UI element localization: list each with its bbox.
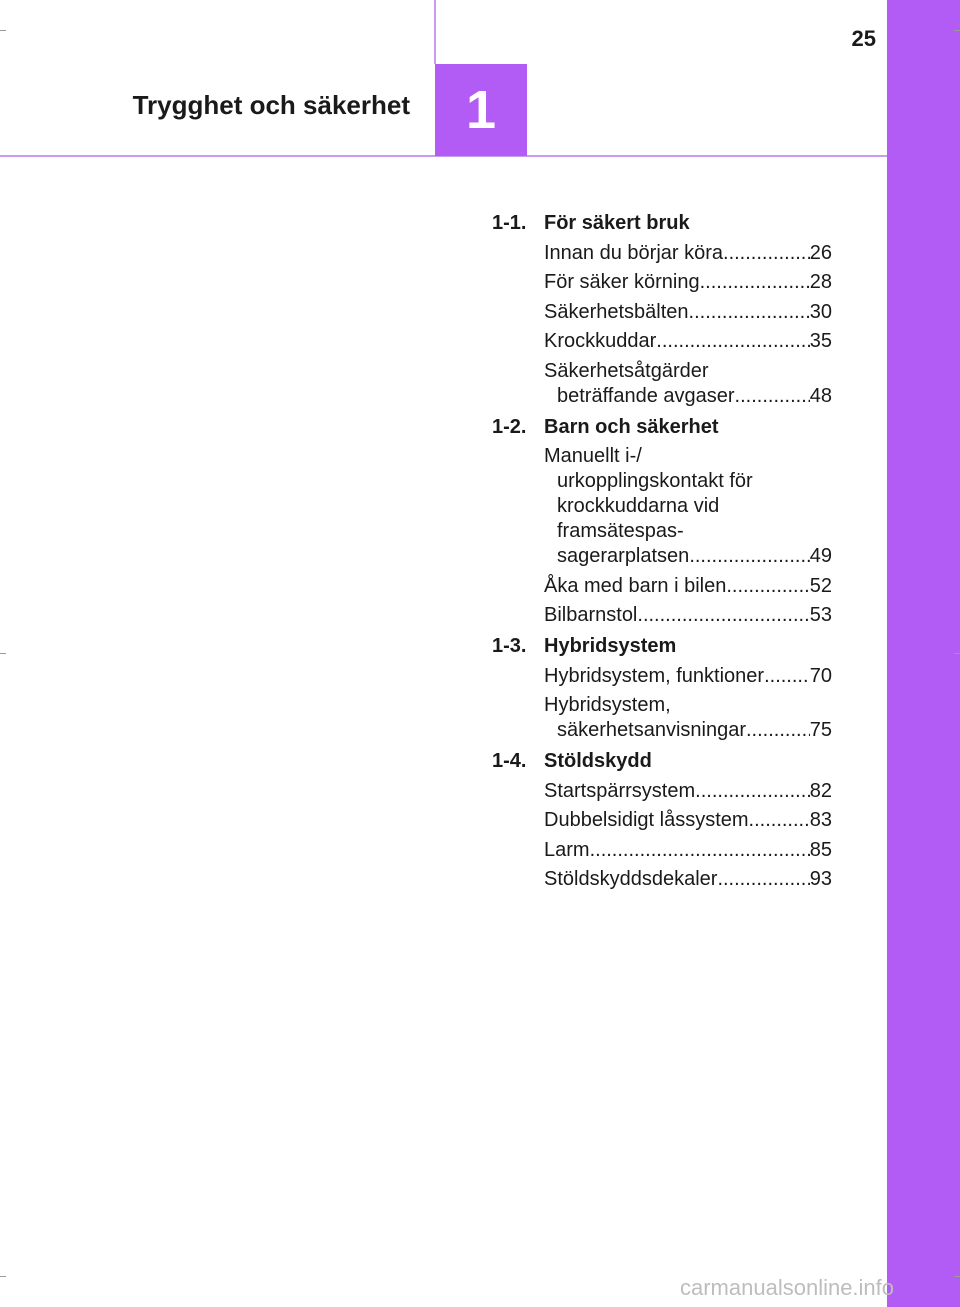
toc-entry-text: Manuellt i-/ bbox=[544, 445, 642, 467]
toc-page-number: 26 bbox=[809, 241, 832, 264]
chapter-side-tab bbox=[887, 0, 960, 1307]
toc-leader-dots bbox=[689, 300, 810, 325]
toc-page-number: 28 bbox=[809, 271, 832, 293]
toc-leader-dots bbox=[735, 384, 810, 409]
toc-entry-text: urkopplingskontakt för bbox=[557, 470, 753, 492]
toc-leader-dots bbox=[695, 779, 810, 804]
toc-page-number: 49 bbox=[809, 545, 832, 567]
toc-section bbox=[492, 749, 832, 892]
toc-page-number: 30 bbox=[809, 300, 832, 323]
toc-page-number: 70 bbox=[809, 664, 832, 687]
toc-entry[interactable] bbox=[544, 808, 832, 833]
toc-leader-dots bbox=[746, 718, 810, 743]
crop-mark bbox=[954, 1276, 960, 1277]
toc-entry-text: beträffande avgaser bbox=[557, 384, 735, 407]
toc-leader-dots bbox=[764, 664, 810, 689]
toc-entry-text: Larm bbox=[544, 838, 590, 861]
toc-leader-dots bbox=[726, 574, 809, 599]
crop-mark bbox=[954, 653, 960, 654]
toc-leader-dots bbox=[590, 838, 810, 863]
toc-entry-text: framsätespas- bbox=[557, 520, 684, 542]
toc-entry-text: Hybridsystem, bbox=[544, 694, 671, 716]
chapter-number-badge: 1 bbox=[435, 64, 527, 156]
toc-entry[interactable] bbox=[544, 270, 832, 295]
toc-entry-text: Bilbarnstol bbox=[544, 604, 638, 626]
toc-section bbox=[492, 634, 832, 743]
toc-entry-text: Hybridsystem, funktioner bbox=[544, 664, 765, 687]
toc-entry[interactable] bbox=[544, 664, 832, 689]
toc-section-number: 1-1. bbox=[492, 212, 527, 234]
toc-section-title: Hybridsystem bbox=[544, 635, 677, 657]
toc-entry[interactable] bbox=[544, 444, 832, 569]
crop-mark bbox=[0, 1276, 6, 1277]
toc-leader-dots bbox=[700, 270, 810, 295]
toc-section-title: Barn och säkerhet bbox=[544, 415, 719, 438]
toc-section bbox=[492, 211, 832, 409]
page-number: 25 bbox=[851, 26, 876, 51]
toc-entry[interactable] bbox=[544, 329, 832, 354]
crop-mark bbox=[0, 653, 6, 654]
toc-entry-text: Stöldskyddsdekaler bbox=[544, 868, 718, 890]
crop-mark bbox=[0, 30, 6, 31]
toc-entry[interactable] bbox=[544, 693, 832, 743]
toc-section-number: 1-4. bbox=[492, 750, 527, 772]
toc-entry[interactable] bbox=[544, 300, 832, 325]
toc-entry[interactable] bbox=[544, 838, 832, 863]
toc-entry[interactable] bbox=[544, 359, 832, 409]
toc-page-number: 93 bbox=[809, 868, 832, 890]
toc-page-number: 53 bbox=[809, 604, 832, 626]
toc-entry[interactable] bbox=[544, 241, 832, 266]
toc-page-number: 75 bbox=[809, 719, 832, 741]
toc-entry-text: säkerhetsanvisningar bbox=[557, 719, 746, 741]
toc-leader-dots bbox=[749, 808, 810, 833]
crop-mark bbox=[954, 30, 960, 31]
toc-section-number: 1-3. bbox=[492, 635, 527, 657]
toc-leader-dots bbox=[637, 603, 809, 628]
toc-section bbox=[492, 415, 832, 629]
toc-entry-text: sagerarplatsen bbox=[557, 545, 690, 567]
header-divider-vertical bbox=[434, 0, 436, 64]
toc-leader-dots bbox=[656, 329, 809, 354]
toc-entry-text: Säkerhetsåtgärder bbox=[544, 359, 709, 382]
toc-entry-text: Säkerhetsbälten bbox=[544, 300, 689, 323]
toc-entry-text: Åka med barn i bilen bbox=[544, 574, 727, 597]
toc-page-number: 83 bbox=[809, 809, 832, 831]
toc-entry-text: Innan du börjar köra bbox=[544, 241, 724, 264]
toc-entry-text: Dubbelsidigt låssystem bbox=[544, 809, 749, 831]
toc-entry[interactable] bbox=[544, 779, 832, 804]
toc-entry-text: För säker körning bbox=[544, 271, 700, 293]
toc-page-number: 82 bbox=[809, 779, 832, 802]
table-of-contents bbox=[492, 211, 832, 892]
toc-entry[interactable] bbox=[544, 603, 832, 628]
chapter-title: Trygghet och säkerhet bbox=[132, 90, 410, 120]
toc-page-number: 35 bbox=[809, 330, 832, 352]
toc-entry-text: krockkuddarna vid bbox=[557, 495, 720, 517]
toc-entry-text: Krockkuddar bbox=[544, 330, 657, 352]
toc-leader-dots bbox=[717, 867, 809, 892]
toc-section-title: För säkert bruk bbox=[544, 212, 690, 234]
toc-page-number: 52 bbox=[809, 574, 832, 597]
toc-entry-text: Startspärrsystem bbox=[544, 779, 696, 802]
toc-section-title: Stöldskydd bbox=[544, 750, 652, 772]
toc-page-number: 85 bbox=[809, 838, 832, 861]
toc-leader-dots bbox=[689, 544, 809, 569]
toc-section-number: 1-2. bbox=[492, 415, 527, 438]
watermark: carmanualsonline.info bbox=[680, 1275, 895, 1300]
toc-page-number: 48 bbox=[809, 384, 832, 407]
toc-entry[interactable] bbox=[544, 867, 832, 892]
toc-leader-dots bbox=[723, 241, 810, 266]
toc-entry[interactable] bbox=[544, 574, 832, 599]
